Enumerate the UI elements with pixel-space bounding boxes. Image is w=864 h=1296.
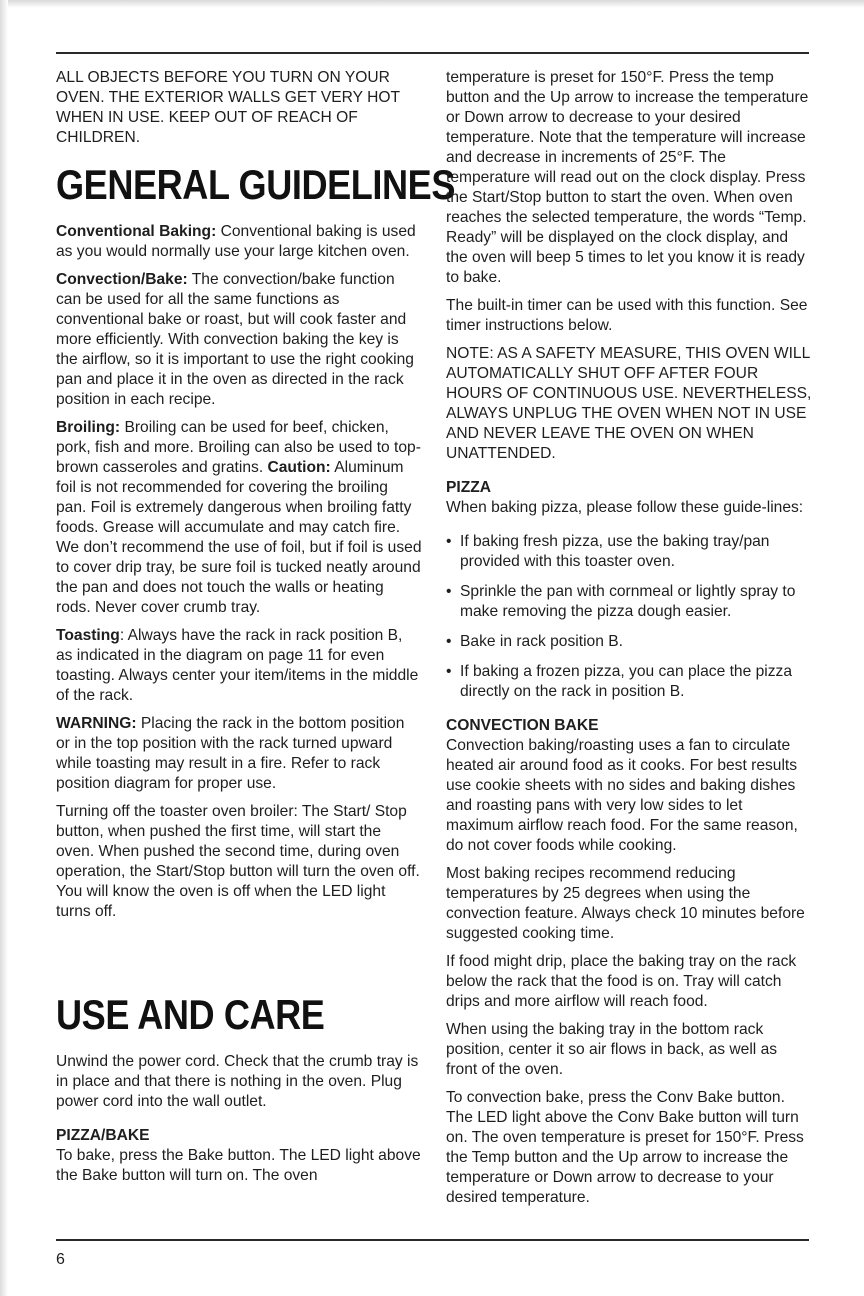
warning-term: WARNING:	[56, 715, 137, 732]
section-spacer	[56, 930, 422, 978]
use-and-care-heading: USE AND CARE	[56, 991, 325, 1038]
pizza-bake-paragraph: To bake, press the Bake button. The LED light above the Bake button will turn on. The oven	[56, 1147, 421, 1184]
scan-edge-left	[0, 0, 8, 1296]
convection-bake-term: Convection/Bake:	[56, 271, 188, 288]
broiling-text: Broiling can be used for beef, chicken, pork, fish and more. Broiling can also be used to top-brown casseroles and gratins.	[56, 419, 421, 476]
warning-paragraph	[56, 714, 422, 794]
pizza-bake-heading: PIZZA/BAKE	[56, 1127, 150, 1144]
timer-paragraph: The built-in timer can be used with this function. See timer instructions below.	[446, 297, 808, 334]
safety-note-paragraph: NOTE: AS A SAFETY MEASURE, THIS OVEN WILL AUTOMATICALLY SHUT OFF AFTER FOUR HOURS OF CONTINUOUS USE. NEVERTHELESS, ALWAYS UNPLUG THE OVEN WHEN NOT IN USE AND NEVER LEAVE THE OVEN ON WHEN UNATTENDED.	[446, 345, 812, 462]
right-column	[446, 68, 812, 1216]
conventional-baking-text: Conventional baking is used as you would normally use your large kitchen oven.	[56, 223, 416, 260]
temperature-continued-paragraph: temperature is preset for 150°F. Press the temp button and the Up arrow to increase the temperature or Down arrow to decrease to your desired temperature. Note that the temperature will increase and decrease in increments of 25°F. The temperature will read out on the clock display. Press the Start/Stop button to start the oven. When oven reaches the selected temperature, the words “Temp. Ready” will be displayed on the clock display, and the oven will beep 5 times to let you know it is ready to bake.	[446, 69, 809, 286]
pizza-intro: When baking pizza, please follow these guide-lines:	[446, 499, 804, 516]
bullet-icon: •	[446, 583, 452, 600]
toasting-paragraph	[56, 626, 422, 706]
bottom-rule	[56, 1239, 809, 1241]
top-rule	[56, 52, 809, 54]
warning-text: Placing the rack in the bottom position or in the top position with the rack turned upward while toasting may result in a fire. Refer to rack position diagram for proper use.	[56, 715, 405, 792]
broiling-term: Broiling:	[56, 419, 121, 436]
caution-term: Caution:	[267, 459, 331, 476]
broiler-off-paragraph: Turning off the toaster oven broiler: The Start/ Stop button, when pushed the first time, will start the oven. When pushed the second time, during oven operation, the Start/Stop button will turn the oven off. You will know the oven is off when the LED light turns off.	[56, 803, 420, 920]
broiling-paragraph	[56, 418, 422, 618]
convection-bake-heading: CONVECTION BAKE	[446, 717, 599, 734]
page-number: 6	[56, 1251, 65, 1268]
bullet-icon: •	[446, 533, 452, 550]
bullet-icon: •	[446, 633, 452, 650]
scan-edge-top	[0, 0, 864, 8]
convection-paragraph-3: If food might drip, place the baking tray on the rack below the rack that the food is on. Tray will catch drips and more airflow will reach food.	[446, 953, 797, 1010]
list-item	[446, 632, 812, 652]
toasting-text: : Always have the rack in rack position B, as indicated in the diagram on page 11 for even toasting. Always center your item/items in the middle of the rack.	[56, 627, 419, 704]
conventional-baking-paragraph	[56, 222, 422, 262]
convection-paragraph-5: To convection bake, press the Conv Bake button. The LED light above the Conv Bake button will turn on. The oven temperature is preset for 150°F. Press the Temp button and the Up arrow to increase the temperature or Down arrow to decrease to your desired temperature.	[446, 1089, 804, 1206]
list-item	[446, 582, 812, 622]
list-item-text: If baking a frozen pizza, you can place the pizza directly on the rack in position B.	[460, 663, 792, 700]
left-column	[56, 68, 455, 1194]
bullet-icon: •	[446, 663, 452, 680]
list-item	[446, 662, 812, 702]
convection-paragraph-2: Most baking recipes recommend reducing temperatures by 25 degrees when using the convection feature. Always check 10 minutes before suggested cooking time.	[446, 865, 805, 942]
conventional-baking-term: Conventional Baking:	[56, 223, 217, 240]
warning-continued: ALL OBJECTS BEFORE YOU TURN ON YOUR OVEN. THE EXTERIOR WALLS GET VERY HOT WHEN IN USE. KEEP OUT OF REACH OF CHILDREN.	[56, 69, 400, 146]
general-guidelines-heading: GENERAL GUIDELINES	[56, 161, 455, 208]
list-item	[446, 532, 812, 572]
pizza-bullet-list	[446, 532, 812, 702]
convection-paragraph-1: Convection baking/roasting uses a fan to circulate heated air around food as it cooks. For best results use cookie sheets with no sides and baking dishes and roasting pans with very low sides to let maximum airflow reach food. For the same reason, do not cover foods while cooking.	[446, 737, 798, 854]
caution-text: Aluminum foil is not recommended for covering the broiling pan. Foil is extremely dangerous when broiling fatty foods. Grease will accumulate and may catch fire. We don’t recommend the use of foil, but if foil is used to cover drip tray, be sure foil is tucked neatly around the pan and does not touch the walls or heating rods. Never cover crumb tray.	[56, 459, 422, 616]
convection-bake-paragraph	[56, 270, 422, 410]
list-item-text: If baking fresh pizza, use the baking tray/pan provided with this toaster oven.	[460, 533, 770, 570]
toasting-term: Toasting	[56, 627, 120, 644]
list-item-text: Bake in rack position B.	[460, 633, 623, 650]
use-care-paragraph: Unwind the power cord. Check that the crumb tray is in place and that there is nothing in the oven. Plug power cord into the wall outlet.	[56, 1053, 419, 1110]
convection-paragraph-4: When using the baking tray in the bottom rack position, center it so air flows in back, as well as front of the oven.	[446, 1021, 778, 1078]
list-item-text: Sprinkle the pan with cornmeal or lightly spray to make removing the pizza dough easier.	[460, 583, 796, 620]
pizza-heading: PIZZA	[446, 479, 492, 496]
convection-bake-text: The convection/bake function can be used for all the same functions as conventional bake or roast, but will cook faster and more efficiently. With convection baking the key is the airflow, so it is important to use the right cooking pan and place it in the oven as directed in the rack position in each recipe.	[56, 271, 414, 408]
